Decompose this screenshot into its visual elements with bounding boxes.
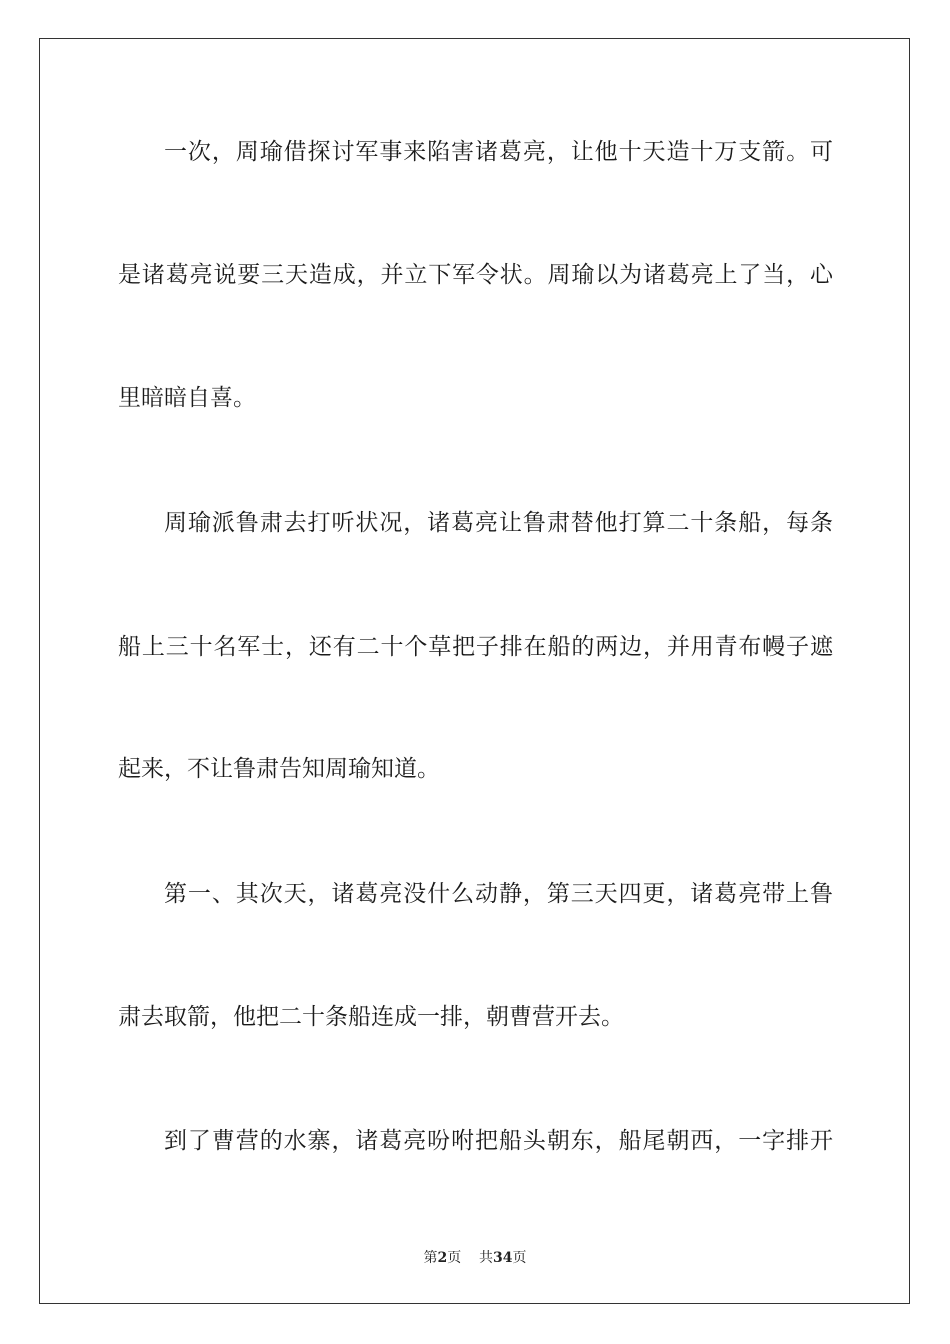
page-footer	[0, 1247, 950, 1267]
paragraph-1-line-1: 一次，周瑜借探讨军事来陷害诸葛亮，让他十天造十万支箭。可	[164, 139, 833, 165]
page-border	[39, 38, 910, 1304]
page-suffix: 页	[447, 1250, 462, 1266]
paragraph-1-line-3: 里暗暗自喜。	[118, 385, 256, 411]
total-pages: 34	[493, 1250, 513, 1266]
total-suffix: 页	[512, 1250, 527, 1266]
total-prefix: 共	[479, 1250, 494, 1266]
page-number: 2	[437, 1250, 448, 1266]
paragraph-2-line-2: 船上三十名军士，还有二十个草把子排在船的两边，并用青布幔子遮	[118, 634, 833, 660]
paragraph-2-line-3: 起来，不让鲁肃告知周瑜知道。	[118, 756, 440, 782]
page-prefix: 第	[423, 1250, 438, 1266]
paragraph-3-line-2: 肃去取箭，他把二十条船连成一排，朝曹营开去。	[118, 1004, 624, 1030]
paragraph-1-line-2: 是诸葛亮说要三天造成，并立下军令状。周瑜以为诸葛亮上了当，心	[118, 262, 833, 288]
paragraph-2-line-1: 周瑜派鲁肃去打听状况，诸葛亮让鲁肃替他打算二十条船，每条	[164, 510, 833, 536]
paragraph-4-line-1: 到了曹营的水寨，诸葛亮吩咐把船头朝东，船尾朝西，一字排开	[164, 1128, 833, 1154]
paragraph-3-line-1: 第一、其次天，诸葛亮没什么动静，第三天四更，诸葛亮带上鲁	[164, 881, 833, 907]
